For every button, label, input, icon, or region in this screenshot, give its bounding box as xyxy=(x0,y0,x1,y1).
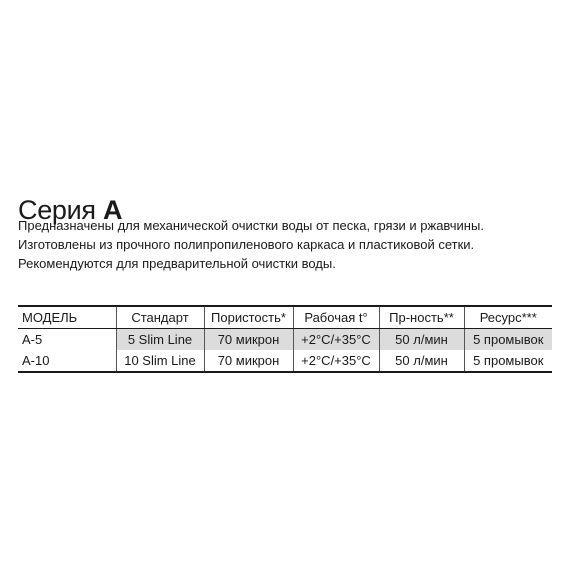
cell-throughput: 50 л/мин xyxy=(379,350,464,372)
description xyxy=(18,216,558,273)
cell-porosity: 70 микрон xyxy=(204,350,293,372)
table-row xyxy=(18,329,552,351)
header-resource: Ресурс*** xyxy=(464,306,552,329)
header-model: МОДЕЛЬ xyxy=(18,306,116,329)
description-line: Изготовлены из прочного полипропиленового каркаса и пластиковой сетки. xyxy=(18,237,475,252)
title-prefix: Серия xyxy=(18,195,96,226)
description-line: Рекомендуются для предварительной очистки воды. xyxy=(18,256,336,271)
table-header-row xyxy=(18,306,552,329)
header-porosity: Пористость* xyxy=(204,306,293,329)
series-letter: A xyxy=(102,195,123,226)
specs-table xyxy=(18,305,552,373)
header-working-temp: Рабочая t° xyxy=(293,306,379,329)
cell-standard: 10 Slim Line xyxy=(116,350,204,372)
cell-resource: 5 промывок xyxy=(464,329,552,351)
cell-model: A-5 xyxy=(18,329,116,351)
cell-working-temp: +2°C/+35°C xyxy=(293,350,379,372)
cell-working-temp: +2°C/+35°C xyxy=(293,329,379,351)
description-line: Предназначены для механической очистки воды от песка, грязи и ржавчины. xyxy=(18,218,484,233)
header-throughput: Пр-ность** xyxy=(379,306,464,329)
cell-model: A-10 xyxy=(18,350,116,372)
cell-standard: 5 Slim Line xyxy=(116,329,204,351)
cell-throughput: 50 л/мин xyxy=(379,329,464,351)
header-standard: Стандарт xyxy=(116,306,204,329)
cell-resource: 5 промывок xyxy=(464,350,552,372)
cell-porosity: 70 микрон xyxy=(204,329,293,351)
table-row xyxy=(18,350,552,372)
